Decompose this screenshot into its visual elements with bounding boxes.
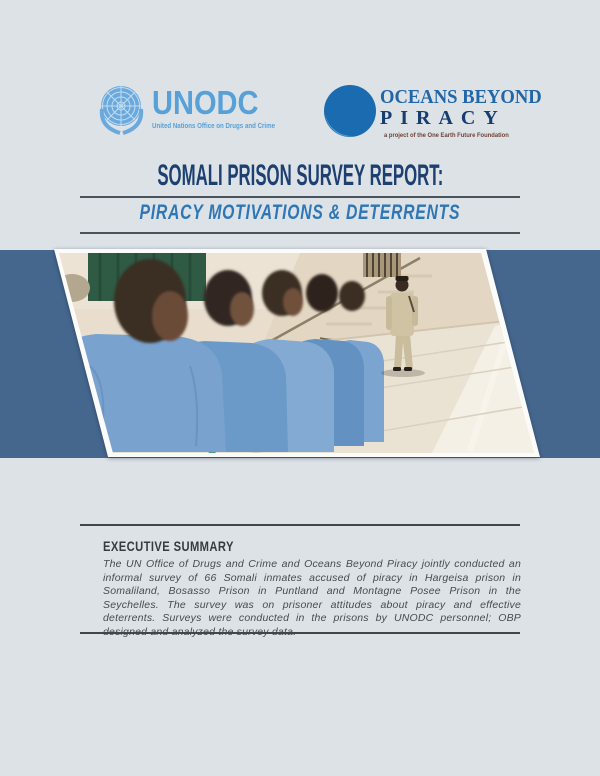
executive-summary-heading: EXECUTIVE SUMMARY	[103, 538, 234, 554]
obp-name-line2: PIRACY	[380, 107, 506, 129]
unodc-acronym: UNODC	[152, 84, 259, 121]
title-divider-top	[80, 196, 520, 198]
obp-tagline: a project of the One Earth Future Foundation	[384, 132, 509, 139]
unodc-logo	[152, 86, 302, 130]
title-divider-bottom	[80, 232, 520, 234]
obp-logo	[380, 87, 554, 139]
prison-yard-photo	[0, 246, 600, 460]
executive-summary-body: The UN Office of Drugs and Crime and Oceans Beyond Piracy jointly conducted an informal survey of 66 Somali inmates accused of piracy in Hargeisa prison in Somaliland, Bosasso Prison in Puntland and Montagne Posee Prison in the Seychelles. The survey was on prisoner attitudes about piracy and effective deterrents. Surveys were conducted in the prisons by UNODC personnel; OBP designed and analyzed the survey data.	[103, 558, 521, 638]
obp-globe-icon	[323, 84, 377, 138]
photo-window-grate	[363, 253, 401, 277]
unodc-emblem-icon	[96, 83, 147, 135]
unodc-tagline: United Nations Office on Drugs and Crime	[152, 121, 276, 130]
summary-divider-bottom	[80, 632, 520, 634]
report-title: SOMALI PRISON SURVEY REPORT:	[157, 159, 443, 192]
obp-name-line1: OCEANS BEYOND	[380, 86, 542, 108]
photo-left-object	[54, 274, 90, 302]
summary-divider-top	[80, 524, 520, 526]
report-subtitle: PIRACY MOTIVATIONS & DETERRENTS	[139, 201, 461, 224]
